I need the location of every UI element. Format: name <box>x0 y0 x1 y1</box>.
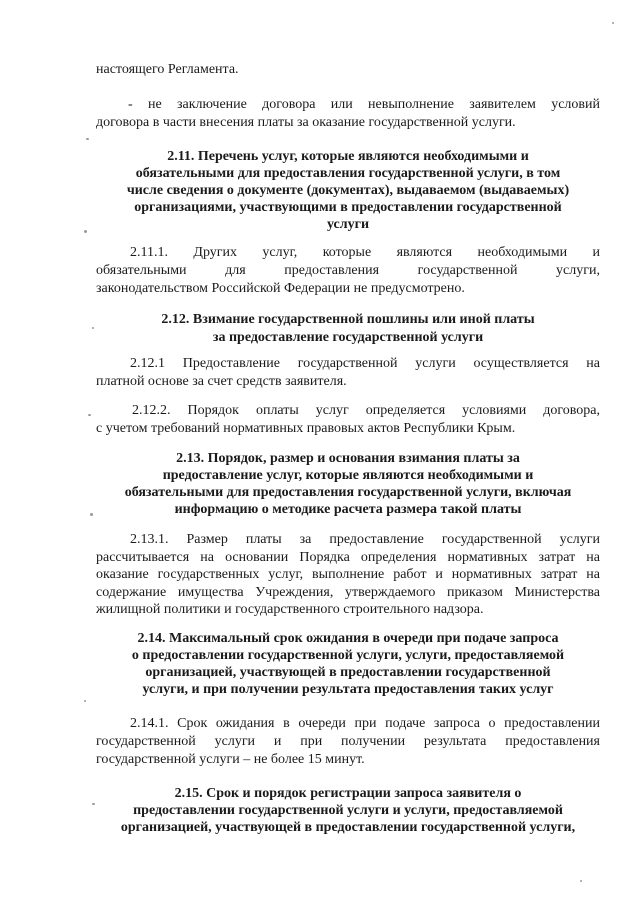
heading-2-11 <box>96 148 600 233</box>
scan-noise <box>88 414 91 416</box>
scan-noise <box>92 803 95 805</box>
scan-noise <box>92 327 94 329</box>
text-line: 2.14.1. Срок ожидания в очереди при подаче запроса о предоставлении <box>130 716 600 731</box>
text-line: содержание имущества Учреждения, утверждаемого приказом Министерства <box>96 584 600 600</box>
text-line: 2.13.1. Размер платы за предоставление государственной услуги <box>130 532 600 547</box>
scan-noise <box>84 700 86 702</box>
heading-line: 2.11. Перечень услуг, которые являются необходимыми и <box>167 149 529 164</box>
paragraph-regulation-ref <box>96 61 600 79</box>
text-line: платной основе за счет средств заявителя. <box>96 374 347 389</box>
text-line: жилищной политики и государственного строительного надзора. <box>96 602 484 617</box>
heading-2-12 <box>96 311 600 347</box>
heading-line: обязательными для предоставления государственной услуги, включая <box>124 485 572 500</box>
paragraph-contract-condition <box>96 96 600 132</box>
heading-2-15 <box>96 785 600 836</box>
heading-line: услуги, и при получении результата предоставления таких услуг <box>142 682 554 697</box>
text-line: законодательством Российской Федерации не предусмотрено. <box>96 281 465 296</box>
heading-line: предоставлении государственной услуги и услуги, предоставляемой <box>133 803 563 818</box>
heading-line: организацией, участвующей в предоставлении государственной <box>145 665 551 680</box>
heading-line: организацией, участвующей в предоставлении государственной услуги, <box>120 820 576 835</box>
text-line: настоящего Регламента. <box>96 62 239 77</box>
scan-noise <box>580 880 582 882</box>
paragraph-2-11-1 <box>96 244 600 298</box>
text-line: 2.12.1 Предоставление государственной услуги осуществляется на <box>130 356 600 371</box>
heading-line: услуги <box>326 217 370 232</box>
heading-line: предоставление услуг, которые являются необходимыми и <box>162 468 534 483</box>
heading-line: 2.14. Максимальный срок ожидания в очереди при подаче запроса <box>137 631 559 646</box>
heading-line: 2.12. Взимание государственной пошлины или иной платы <box>161 312 535 327</box>
heading-line: информацию о методике расчета размера такой платы <box>174 502 522 517</box>
heading-line: о предоставлении государственной услуги, услуги, предоставляемой <box>131 648 565 663</box>
text-line: рассчитывается на основании Порядка определения нормативных затрат на <box>96 549 600 565</box>
text-line: 2.11.1. Других услуг, которые являются необходимыми и <box>130 245 600 260</box>
heading-line: 2.15. Срок и порядок регистрации запроса заявителя о <box>174 786 522 801</box>
text-line: договора в части внесения платы за оказание государственной услуги. <box>96 115 516 130</box>
text-line: - не заключение договора или невыполнение заявителем условий <box>128 97 600 112</box>
text-line: с учетом требований нормативных правовых актов Республики Крым. <box>96 421 516 436</box>
text-line: оказание государственных услуг, выполнение работ и нормативных затрат на <box>96 567 600 582</box>
paragraph-2-12-1 <box>96 355 600 391</box>
paragraph-2-13-1 <box>96 531 600 619</box>
text-line: обязательными для предоставления государственной услуги, <box>96 263 600 278</box>
heading-2-14 <box>96 630 600 698</box>
scan-noise <box>90 513 93 516</box>
text-line: 2.12.2. Порядок оплаты услуг определяется условиями договора, <box>132 403 600 418</box>
heading-line: числе сведения о документе (документах), выдаваемом (выдаваемых) <box>126 183 570 198</box>
heading-line: за предоставление государственной услуги <box>212 330 484 345</box>
paragraph-2-14-1 <box>96 715 600 769</box>
scan-noise <box>612 22 614 24</box>
heading-line: обязательными для предоставления государственной услуги, в том <box>135 166 561 181</box>
scan-noise <box>86 138 89 140</box>
heading-2-13 <box>96 450 600 518</box>
text-line: государственной услуги и при получении результата предоставления <box>96 734 600 749</box>
heading-line: 2.13. Порядок, размер и основания взимания платы за <box>176 451 520 466</box>
text-line: государственной услуги – не более 15 минут. <box>96 752 365 767</box>
heading-line: организациями, участвующими в предоставлении государственной <box>134 200 562 215</box>
paragraph-2-12-2 <box>96 402 600 438</box>
scan-noise <box>84 230 87 233</box>
